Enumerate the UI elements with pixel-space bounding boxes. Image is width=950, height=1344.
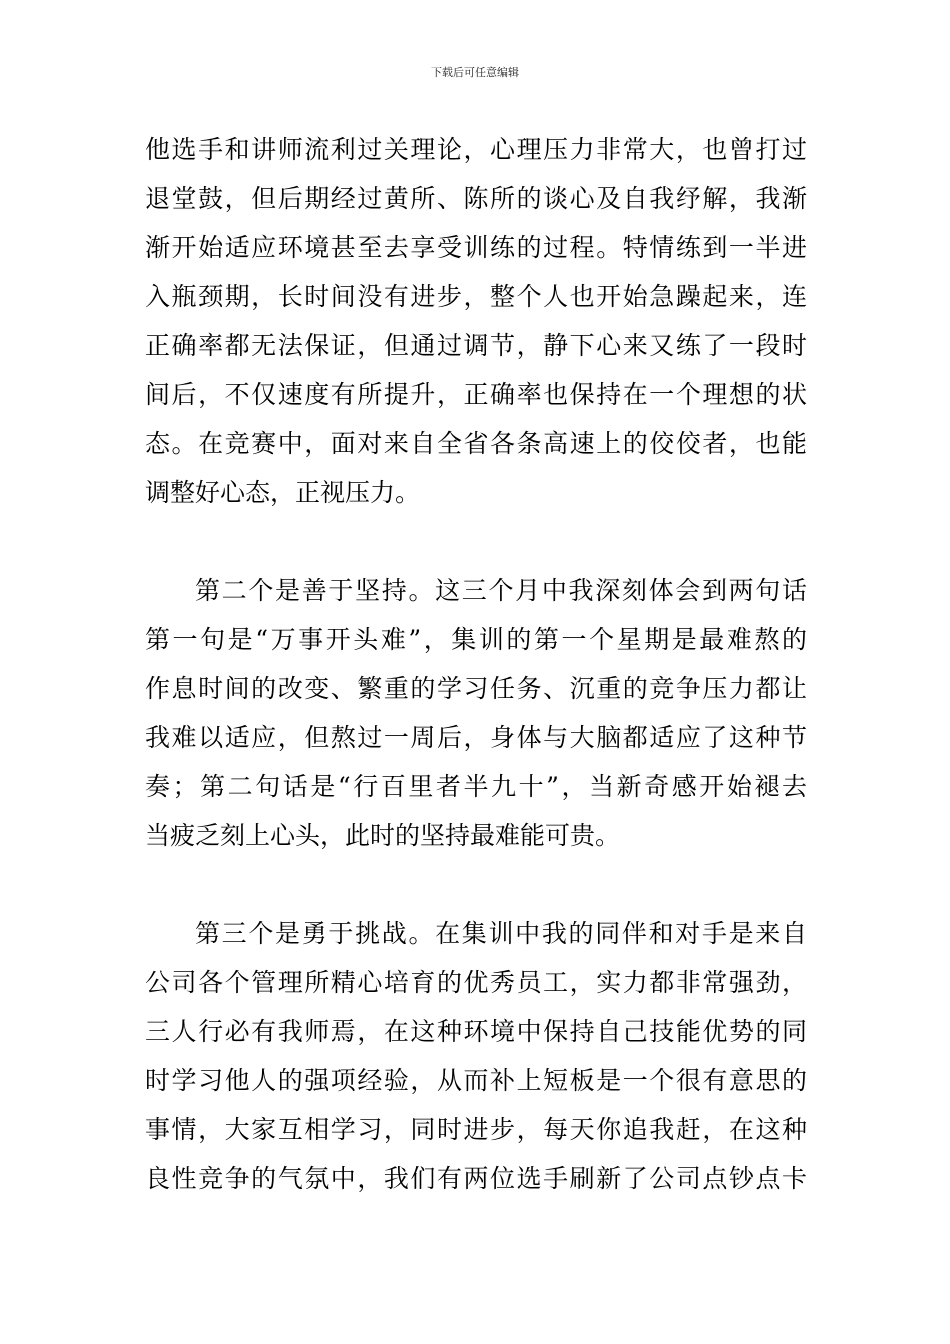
paragraph-line: 公司各个管理所精心培育的优秀员工，实力都非常强劲，: [145, 968, 807, 997]
paragraph-gap: [145, 860, 807, 909]
paragraph-line: 态。在竞赛中，面对来自全省各条高速上的佼佼者，也能: [145, 429, 807, 458]
paragraph-line: 正确率都无法保证，但通过调节，静下心来又练了一段时: [145, 331, 807, 360]
paragraph-line: 入瓶颈期，长时间没有进步，整个人也开始急躁起来，连: [145, 282, 807, 311]
paragraph-line: 我难以适应，但熬过一周后，身体与大脑都适应了这种节: [145, 723, 807, 752]
paragraph-line: 第三个是勇于挑战。在集训中我的同伴和对手是来自: [195, 919, 807, 948]
paragraph-line: 第二个是善于坚持。这三个月中我深刻体会到两句话: [195, 576, 807, 605]
paragraph-3: [145, 909, 807, 1203]
paragraph-line: 作息时间的改变、繁重的学习任务、沉重的竞争压力都让: [145, 674, 807, 703]
paragraph-line: 退堂鼓，但后期经过黄所、陈所的谈心及自我纾解，我渐: [145, 184, 807, 213]
paragraph-1: [145, 125, 807, 517]
paragraph-2: [145, 566, 807, 860]
document-body: [145, 125, 807, 1203]
paragraph-line: 间后，不仅速度有所提升，正确率也保持在一个理想的状: [145, 380, 807, 409]
header-note: 下载后可任意编辑: [431, 66, 519, 79]
paragraph-line: 良性竞争的气氛中，我们有两位选手刷新了公司点钞点卡: [145, 1164, 807, 1193]
paragraph-line: 渐开始适应环境甚至去享受训练的过程。特情练到一半进: [145, 233, 807, 262]
paragraph-gap: [145, 517, 807, 566]
paragraph-line: 他选手和讲师流利过关理论，心理压力非常大，也曾打过: [145, 135, 807, 164]
paragraph-line: 当疲乏刻上心头，此时的坚持最难能可贵。: [145, 821, 621, 850]
paragraph-line: 奏；第二句话是“行百里者半九十”，当新奇感开始褪去: [145, 772, 807, 801]
paragraph-line: 事情，大家互相学习，同时进步，每天你追我赶，在这种: [145, 1115, 807, 1144]
paragraph-line: 第一句是“万事开头难”，集训的第一个星期是最难熬的: [145, 625, 807, 654]
paragraph-line: 三人行必有我师焉，在这种环境中保持自己技能优势的同: [145, 1017, 807, 1046]
paragraph-line: 调整好心态，正视压力。: [145, 478, 421, 507]
paragraph-line: 时学习他人的强项经验，从而补上短板是一个很有意思的: [145, 1066, 807, 1095]
